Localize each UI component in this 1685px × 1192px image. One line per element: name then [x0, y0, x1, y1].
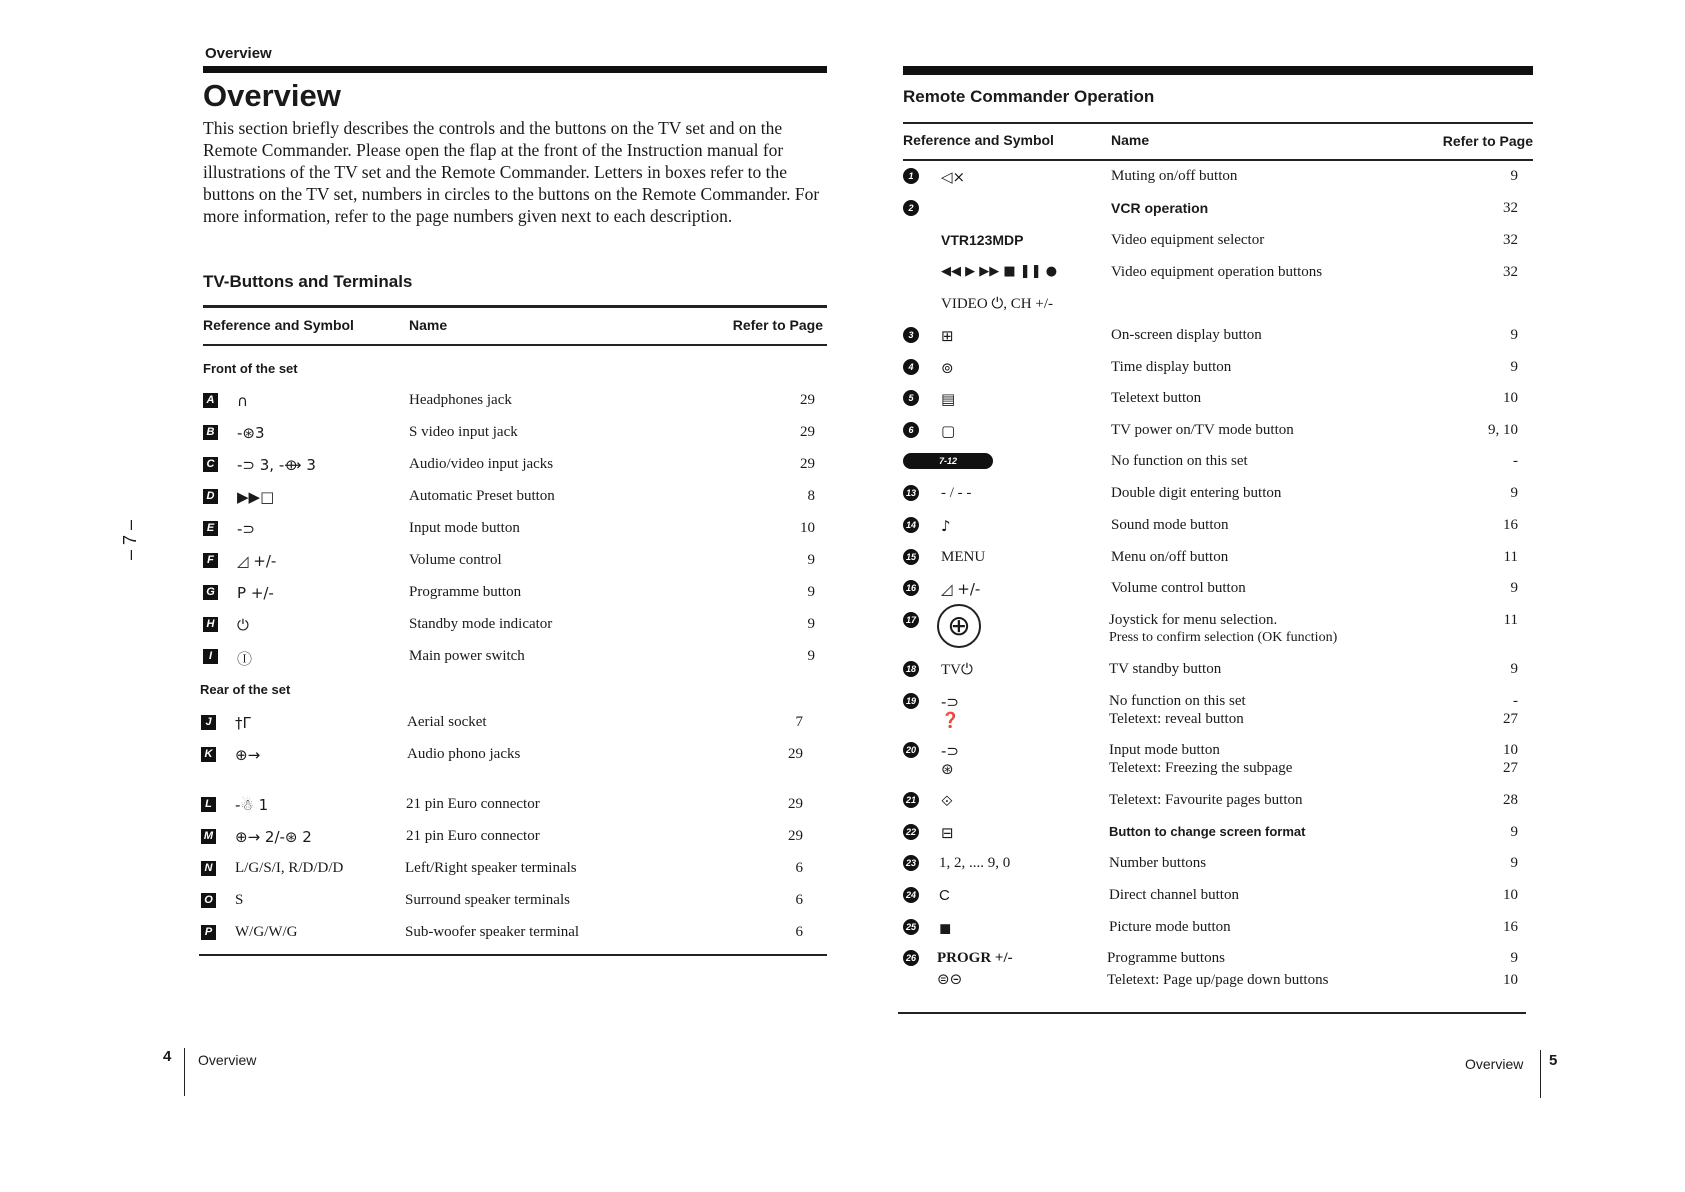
row-name: Programme button: [409, 584, 522, 600]
row-name: TV power on/TV mode button: [1111, 422, 1294, 438]
row-name: Aerial socket: [407, 714, 487, 730]
row-name: Volume control button: [1111, 580, 1246, 596]
row-page: 9: [1510, 485, 1518, 501]
ref-badge: N: [201, 861, 216, 876]
table-row: [903, 327, 1518, 357]
row-page: 29: [800, 424, 815, 440]
ref-badge: O: [201, 893, 216, 908]
ref-badge: 16: [903, 580, 919, 596]
row-page: 7: [795, 714, 803, 730]
row-page: -: [1513, 693, 1518, 709]
symbol: ▤: [941, 390, 956, 408]
row-page: -: [1513, 453, 1518, 469]
symbol: ⊚: [941, 359, 954, 377]
symbol: ◿ +/-: [237, 552, 277, 570]
footer-text-left: Overview: [198, 1052, 257, 1068]
symbol: C: [939, 887, 950, 904]
table-row: [903, 950, 1518, 998]
table-row: [903, 609, 1518, 660]
row-page-2: 27: [1503, 711, 1518, 727]
col-header-ref: Reference and Symbol: [203, 317, 354, 333]
remote-table-top-rule: [903, 122, 1533, 124]
row-page: 9: [1510, 359, 1518, 375]
row-page: 32: [1503, 232, 1518, 248]
row-name: Menu on/off button: [1111, 549, 1229, 565]
ref-badge: 4: [903, 359, 919, 375]
top-bar-right: [903, 66, 1533, 75]
symbol: S: [235, 892, 244, 908]
ref-badge: A: [203, 393, 218, 408]
ref-badge: P: [201, 925, 216, 940]
table-row: [203, 648, 827, 678]
row-name: Headphones jack: [409, 392, 512, 408]
ref-badge: 23: [903, 855, 919, 871]
symbol-2: ⊛: [941, 760, 954, 778]
page-number-left: 4: [163, 1048, 172, 1065]
row-name: No function on this set: [1109, 693, 1246, 709]
row-name: 21 pin Euro connector: [406, 828, 540, 844]
header-rule: [203, 344, 827, 346]
table-row: [201, 714, 827, 744]
table-row: [903, 887, 1518, 917]
table-row: [203, 616, 827, 646]
remote-title: Remote Commander Operation: [903, 87, 1155, 106]
col-header-name: Name: [409, 317, 448, 333]
row-page: 9, 10: [1488, 422, 1518, 438]
ref-badge: 2: [903, 200, 919, 216]
row-page: 29: [788, 828, 803, 844]
row-name: Number buttons: [1109, 855, 1207, 871]
row-page: 32: [1503, 264, 1518, 280]
ref-badge: 14: [903, 517, 919, 533]
row-name: Programme buttons: [1107, 950, 1225, 966]
ref-badge: 18: [903, 661, 919, 677]
ref-badge: D: [203, 489, 218, 504]
row-name: TV standby button: [1109, 661, 1222, 677]
table-row: [203, 552, 827, 582]
table-row: [203, 424, 827, 454]
ref-badge: 19: [903, 693, 919, 709]
table-row: [903, 693, 1518, 741]
remote-rows: [903, 168, 1518, 1008]
section-title: TV-Buttons and Terminals: [203, 272, 413, 291]
row-page: 8: [807, 488, 815, 504]
remote-col-ref: Reference and Symbol: [903, 132, 1054, 148]
row-name: Sub-woofer speaker terminal: [405, 924, 580, 940]
table-row: [903, 200, 1518, 230]
symbol: P +/-: [237, 584, 274, 602]
row-name: VCR operation: [1111, 200, 1209, 216]
symbol: MENU: [941, 549, 986, 565]
ref-badge: C: [203, 457, 218, 472]
symbol: -⊃ 3, -⟴ 3: [237, 456, 316, 474]
ref-badge: B: [203, 425, 218, 440]
table-row: [203, 584, 827, 614]
table-row: [903, 485, 1518, 515]
row-name: Joystick for menu selection.: [1109, 612, 1278, 628]
table-row: [903, 549, 1518, 579]
ref-badge: 3: [903, 327, 919, 343]
row-name: Video equipment operation buttons: [1111, 264, 1323, 280]
table-row: [201, 860, 827, 890]
page-title: Overview: [203, 78, 341, 113]
table-row: [203, 488, 827, 518]
ref-badge: 6: [903, 422, 919, 438]
ref-badge: J: [201, 715, 216, 730]
symbol: TV⏻: [941, 662, 973, 678]
table-row: [903, 742, 1518, 790]
row-name-2: Teletext: reveal button: [1109, 711, 1244, 727]
remote-col-page: Refer to Page: [1442, 133, 1533, 149]
symbol-2: ⊜⊝: [937, 970, 963, 988]
ref-badge: 24: [903, 887, 919, 903]
ref-badge: 17: [903, 612, 919, 628]
table-top-rule: [203, 305, 827, 308]
row-page: 9: [807, 616, 815, 632]
intro-paragraph: This section briefly describes the controls and the buttons on the TV set and on the Remote Commander. Please open the flap at the front of the Instruction manual for illustrations of the TV set and the Remote Commander. Letters in boxes refer to the buttons on the TV set, numbers in circles to the buttons on the Remote Commander. For more information, refer to the page numbers given next to each description.: [203, 118, 820, 226]
row-page: 9: [1510, 950, 1518, 966]
row-page: 9: [1510, 855, 1518, 871]
symbol: ◀◀ ▶ ▶▶ ■ ❚❚ ●: [941, 264, 1058, 279]
symbol: PROGR +/-: [937, 950, 1013, 966]
table-row: [903, 580, 1518, 610]
table-row: [903, 453, 1518, 483]
row-page: 28: [1503, 792, 1518, 808]
ref-badge: 25: [903, 919, 919, 935]
symbol: ∩: [237, 392, 248, 410]
row-page: 9: [1510, 661, 1518, 677]
row-page: 11: [1503, 612, 1518, 628]
table-row: [903, 422, 1518, 452]
table-row: [903, 824, 1518, 854]
ref-badge: 13: [903, 485, 919, 501]
table-row: [903, 792, 1518, 822]
rear-rows: [201, 714, 827, 944]
symbol-2: ❓: [941, 711, 960, 729]
ref-badge: L: [201, 797, 216, 812]
row-name: Surround speaker terminals: [405, 892, 570, 908]
symbol: 1, 2, .... 9, 0: [939, 855, 1011, 871]
row-name-2: Teletext: Freezing the subpage: [1109, 760, 1293, 776]
remote-header-rule: [903, 159, 1533, 161]
row-page: 11: [1503, 549, 1518, 565]
table-row: [201, 796, 827, 826]
symbol: ◿ +/-: [941, 580, 981, 598]
row-name: Muting on/off button: [1111, 168, 1238, 184]
footer-divider-left: [184, 1048, 185, 1096]
row-name: Teletext button: [1111, 390, 1202, 406]
symbol: ◼: [939, 919, 952, 937]
row-page: 6: [795, 860, 803, 876]
symbol: ⏻: [237, 616, 249, 634]
top-bar-left: [203, 66, 827, 73]
row-name: Picture mode button: [1109, 919, 1231, 935]
row-name: Automatic Preset button: [409, 488, 555, 504]
row-name: Direct channel button: [1109, 887, 1239, 903]
col-header-page: Refer to Page: [732, 317, 823, 333]
table-row: [201, 828, 827, 858]
symbol: -⊃: [941, 693, 959, 711]
symbol: ⊞: [941, 327, 954, 345]
symbol: W/G/W/G: [235, 924, 298, 940]
row-name: Audio/video input jacks: [409, 456, 554, 472]
table-row: [903, 390, 1518, 420]
row-name: S video input jack: [409, 424, 518, 440]
ref-badge: 21: [903, 792, 919, 808]
row-name: Input mode button: [1109, 742, 1220, 758]
ref-badge: E: [203, 521, 218, 536]
table-row: [203, 520, 827, 550]
row-page: 9: [807, 648, 815, 664]
row-page-2: 10: [1503, 972, 1518, 988]
row-page: 10: [800, 520, 815, 536]
table-row: [903, 919, 1518, 949]
ref-badge: I: [203, 649, 218, 664]
row-name: Video equipment selector: [1111, 232, 1265, 248]
symbol: ▢: [941, 422, 956, 440]
margin-mark: – 7 –: [120, 520, 140, 561]
row-name: Volume control: [409, 552, 502, 568]
symbol: L/G/S/I, R/D/D/D: [235, 860, 344, 876]
ref-badge: F: [203, 553, 218, 568]
row-page: 9: [1510, 824, 1518, 840]
row-name: Double digit entering button: [1111, 485, 1282, 501]
ref-badge: 1: [903, 168, 919, 184]
table-row: [201, 746, 827, 776]
remote-table-bottom-rule: [898, 1012, 1526, 1014]
row-name: Audio phono jacks: [407, 746, 521, 762]
running-head: Overview: [205, 45, 272, 62]
symbol: VIDEO ⏻, CH +/-: [941, 296, 1053, 312]
table-row: [201, 924, 827, 954]
ref-badge: H: [203, 617, 218, 632]
row-page: 9: [1510, 327, 1518, 343]
table-row: [903, 661, 1518, 691]
ref-badge: G: [203, 585, 218, 600]
table-row: [903, 168, 1518, 198]
symbol: ◁×: [941, 168, 966, 186]
row-name-2: Press to confirm selection (OK function): [1109, 630, 1338, 645]
row-name: No function on this set: [1111, 453, 1248, 469]
ref-badge: 22: [903, 824, 919, 840]
table-row: [203, 392, 827, 422]
table-row: [203, 456, 827, 486]
row-page: 10: [1503, 742, 1518, 758]
row-name: On-screen display button: [1111, 327, 1262, 343]
row-name: Sound mode button: [1111, 517, 1229, 533]
row-page: 29: [788, 746, 803, 762]
ref-badge: 20: [903, 742, 919, 758]
row-page: 29: [800, 392, 815, 408]
symbol: ⊕→: [235, 746, 261, 764]
table-row: [903, 295, 1518, 325]
table-row: [903, 359, 1518, 389]
symbol: Ⓘ: [237, 650, 253, 668]
row-page: 9: [1510, 580, 1518, 596]
symbol: ⟐: [941, 792, 953, 810]
symbol: -⊃: [941, 742, 959, 760]
ref-badge: 26: [903, 950, 919, 966]
symbol: †Γ: [235, 714, 251, 732]
row-name: Input mode button: [409, 520, 520, 536]
row-name: Teletext: Favourite pages button: [1109, 792, 1303, 808]
row-name: 21 pin Euro connector: [406, 796, 540, 812]
footer-text-right: Overview: [1465, 1056, 1524, 1072]
table-row: [903, 517, 1518, 547]
symbol: VTR123MDP: [941, 232, 1024, 248]
row-name: Button to change screen format: [1109, 824, 1306, 839]
front-rows: [203, 392, 827, 692]
row-name: Standby mode indicator: [409, 616, 553, 632]
table-row: [201, 892, 827, 922]
front-of-set-label: Front of the set: [203, 361, 298, 376]
row-name: Time display button: [1111, 359, 1232, 375]
symbol: -☃ 1: [235, 796, 269, 814]
symbol: ▶▶□: [237, 488, 275, 506]
table-bottom-rule: [199, 954, 827, 956]
row-page-2: 27: [1503, 760, 1518, 776]
joystick-icon: ⊕: [937, 604, 981, 648]
row-name: Main power switch: [409, 648, 525, 664]
remote-col-name: Name: [1111, 132, 1150, 148]
row-page: 29: [800, 456, 815, 472]
row-page: 9: [807, 552, 815, 568]
row-page: 9: [807, 584, 815, 600]
rear-of-set-label: Rear of the set: [200, 682, 291, 697]
row-page: 10: [1503, 390, 1518, 406]
ref-badge-group: 7-12: [903, 453, 993, 469]
row-page: 6: [795, 924, 803, 940]
row-page: 10: [1503, 887, 1518, 903]
ref-badge: K: [201, 747, 216, 762]
table-row: [903, 232, 1518, 262]
ref-badge: M: [201, 829, 216, 844]
row-name-2: Teletext: Page up/page down buttons: [1107, 972, 1329, 988]
symbol: ⊕→ 2/-⊛ 2: [235, 828, 312, 846]
row-page: 16: [1503, 517, 1518, 533]
table-row: [903, 264, 1518, 294]
symbol: -⊛3: [237, 424, 265, 442]
row-page: 32: [1503, 200, 1518, 216]
symbol: -⊃: [237, 520, 255, 538]
footer-divider-right: [1540, 1050, 1541, 1098]
row-page: 6: [795, 892, 803, 908]
page-number-right: 5: [1549, 1052, 1558, 1069]
symbol: ♪: [941, 517, 951, 535]
row-page: 9: [1510, 168, 1518, 184]
symbol: ⊟: [941, 824, 954, 842]
ref-badge: 5: [903, 390, 919, 406]
table-row: [903, 855, 1518, 885]
ref-badge: 15: [903, 549, 919, 565]
row-page: 16: [1503, 919, 1518, 935]
symbol: - / - -: [941, 485, 972, 501]
row-page: 29: [788, 796, 803, 812]
row-name: Left/Right speaker terminals: [405, 860, 577, 876]
